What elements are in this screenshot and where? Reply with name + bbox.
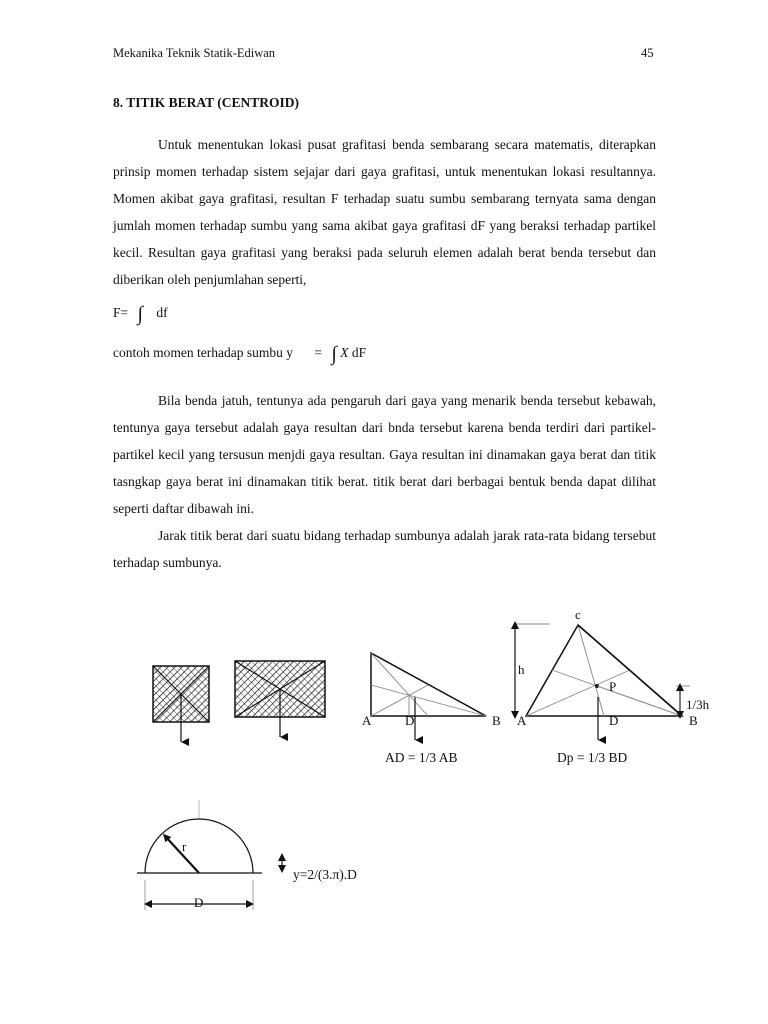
page-number: 45 — [641, 46, 654, 60]
label-r: r — [182, 839, 187, 854]
equation-2-var: X — [340, 345, 349, 360]
running-header: Mekanika Teknik Statik-Ediwan — [113, 46, 276, 60]
label-b: B — [492, 713, 501, 728]
right-triangle-figure — [371, 653, 486, 740]
equation-2-text: contoh momen terhadap sumbu y — [113, 345, 293, 360]
square-figure — [153, 666, 209, 742]
caption-right-triangle: AD = 1/3 AB — [385, 750, 458, 765]
general-triangle-figure — [515, 624, 690, 740]
semicircle-figure — [137, 800, 282, 910]
label-h: h — [518, 662, 525, 677]
equation-1-rhs: df — [156, 305, 168, 320]
integral-sign: ∫ — [331, 343, 337, 365]
label-a: A — [362, 713, 372, 728]
equation-1-lhs: F= — [113, 305, 129, 320]
label-third-h: 1/3h — [686, 697, 710, 712]
label-diameter: D — [194, 895, 204, 910]
paragraph-2-text: Bila benda jatuh, tentunya ada pengaruh dari gaya yang menarik benda tersebut kebawah, tentunya gaya tersebut adalah gaya resultan dari bnda tersebut karena benda terdiri dari partikel-partikel kecil yang tersusun menjdi gaya resultan. Gaya resultan ini dinamakan gaya berat dan titik tasngkap gaya berat ini dinamakan titik berat. titik berat dari berbagai bentuk benda dapat dilihat seperti daftar dibawah ini. — [113, 393, 656, 516]
label-a: A — [517, 713, 527, 728]
rectangle-figure — [235, 661, 325, 737]
label-d: D — [609, 713, 619, 728]
label-c: c — [575, 607, 581, 622]
integral-sign: ∫ — [137, 303, 143, 325]
label-d: D — [405, 713, 415, 728]
equation-2-equals: = — [314, 345, 322, 360]
semicircle-formula: y=2/(3.π).D — [293, 867, 357, 882]
section-title: 8. TITIK BERAT (CENTROID) — [113, 95, 300, 110]
paragraph-1-text: Untuk menentukan lokasi pusat grafitasi benda sembarang secara matematis, diterapkan prinsip momen terhadap sistem sejajar dari gaya grafitasi, untuk menentukan lokasi resultannya. Momen akibat gaya grafitasi, resultan F terhadap suatu sumbu sembarang ternyata sama dengan jumlah momen terhadap sumbu yang sama akibat gaya grafitasi dF yang beraksi terhadap partikel kecil. Resultan gaya grafitasi yang beraksi pada seluruh elemen adalah berat benda tersebut dan diberikan oleh penjumlahan seperti, — [113, 137, 656, 287]
caption-general-triangle: Dp = 1/3 BD — [557, 750, 628, 765]
label-b: B — [689, 713, 698, 728]
paragraph-3-text: Jarak titik berat dari suatu bidang terhadap sumbunya adalah jarak rata-rata bidang tersebut terhadap sumbunya. — [113, 528, 656, 570]
label-p: P — [609, 679, 617, 694]
equation-2-rhs: dF — [351, 345, 367, 360]
